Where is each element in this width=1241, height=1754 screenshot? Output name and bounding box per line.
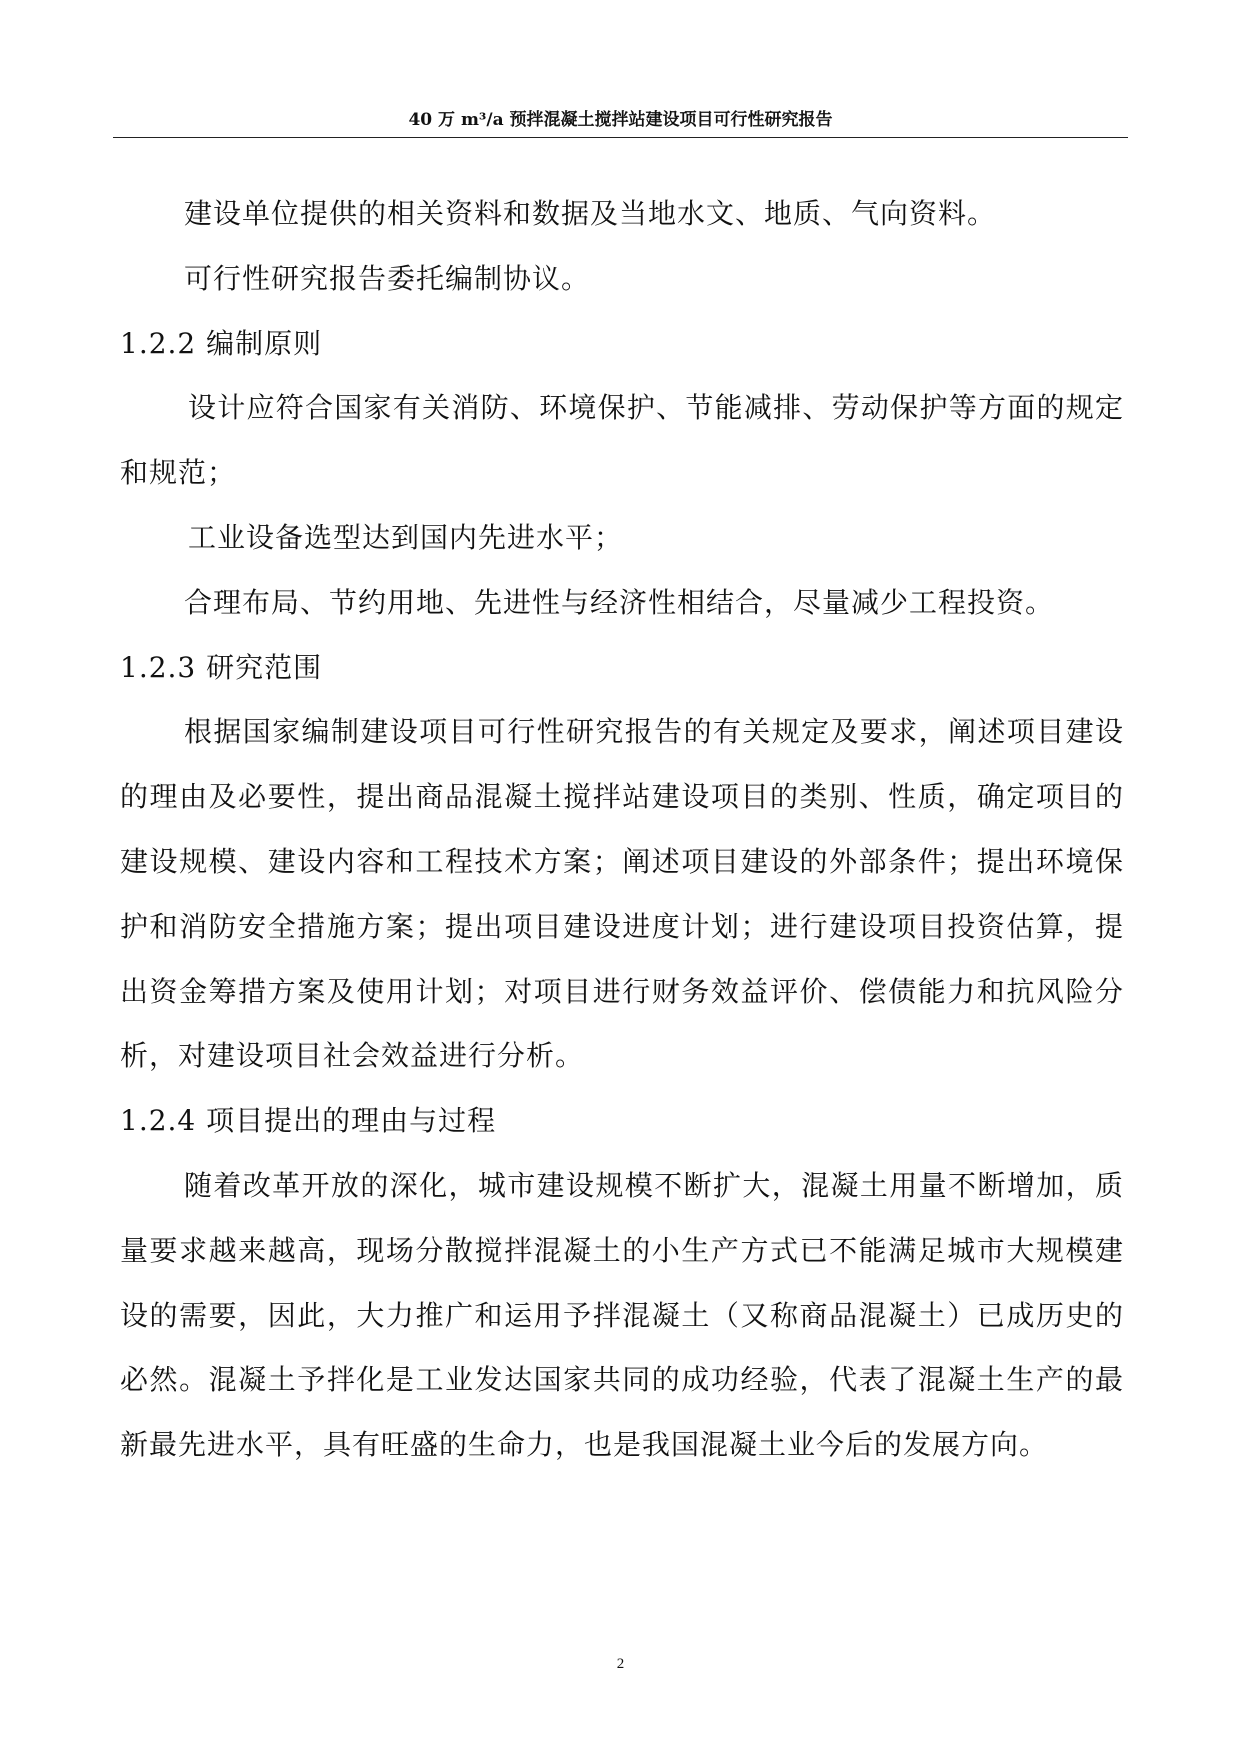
- paragraph-research-scope: 根据国家编制建设项目可行性研究报告的有关规定及要求，阐述项目建设的理由及必要性，提出商品混凝土搅拌站建设项目的类别、性质，确定项目的建设规模、建设内容和工程技术方案；阐述项目建设的外部条件；提出环境保护和消防安全措施方案；提出项目建设进度计划；进行建设项目投资估算，提出资金筹措方案及使用计划；对项目进行财务效益评价、偿债能力和抗风险分析，对建设项目社会效益进行分析。: [120, 715, 1124, 1073]
- document-body: [120, 182, 1124, 1478]
- page-header-title: 40 万 m³/a 预拌混凝土搅拌站建设项目可行性研究报告: [408, 110, 833, 130]
- paragraph-equipment-selection: 工业设备选型达到国内先进水平；: [188, 520, 624, 554]
- paragraph-commission-agreement: 可行性研究报告委托编制协议。: [184, 261, 591, 295]
- section-heading-principles: 1.2.2 编制原则: [120, 326, 323, 360]
- section-heading-reasons: 1.2.4 项目提出的理由与过程: [120, 1104, 497, 1138]
- page-number: 2: [616, 1656, 625, 1672]
- header-divider: [113, 137, 1128, 138]
- paragraph-design-compliance: 设计应符合国家有关消防、环境保护、节能减排、劳动保护等方面的规定和规范；: [120, 391, 1124, 490]
- paragraph-source-data: 建设单位提供的相关资料和数据及当地水文、地质、气向资料。: [184, 197, 997, 230]
- paragraph-project-reasons: 随着改革开放的深化，城市建设规模不断扩大，混凝土用量不断增加，质量要求越来越高，现场分散搅拌混凝土的小生产方式已不能满足城市大规模建设的需要，因此，大力推广和运用予拌混凝土（又称商品混凝土）已成历史的必然。混凝土予拌化是工业发达国家共同的成功经验，代表了混凝土生产的最新最先进水平，具有旺盛的生命力，也是我国混凝土业今后的发展方向。: [120, 1168, 1124, 1462]
- paragraph-layout-principle: 合理布局、节约用地、先进性与经济性相结合，尽量减少工程投资。: [184, 585, 1055, 619]
- section-heading-scope: 1.2.3 研究范围: [120, 650, 323, 684]
